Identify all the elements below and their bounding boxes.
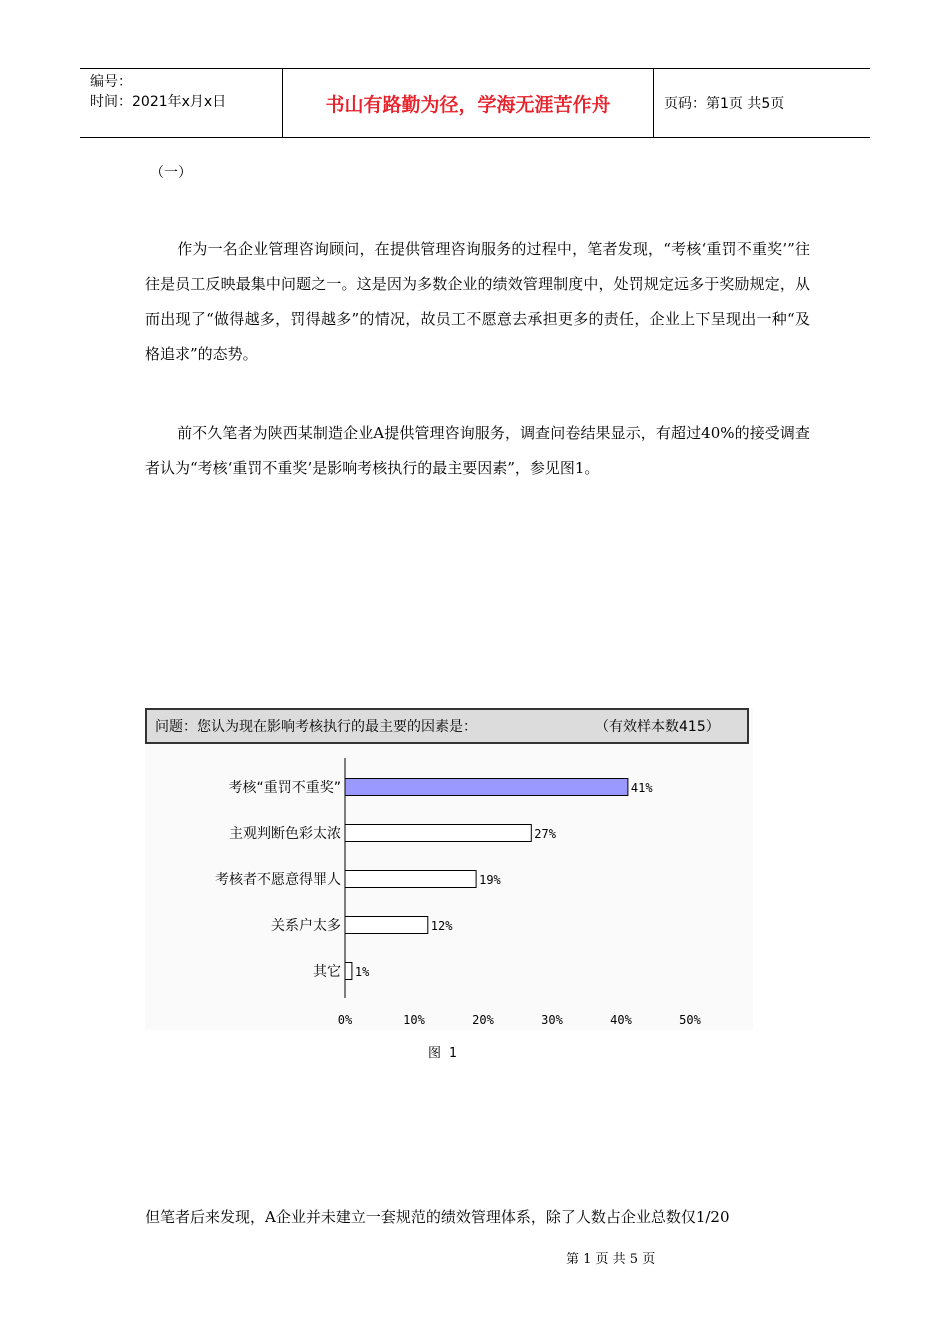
chart-subtitle: （有效样本数415） [595, 719, 720, 735]
category-label-2: 主观判断色彩太浓 [229, 826, 341, 842]
category-label-5: 其它 [313, 964, 341, 980]
section-mark: （一） [150, 165, 192, 181]
header-page-label: 页码：第1页 共5页 [664, 96, 785, 112]
x-tick-label-4: 40% [610, 1013, 632, 1027]
bar-2 [345, 825, 531, 842]
paragraph-3 [145, 1200, 810, 1235]
data-label-3: 19% [479, 873, 501, 887]
data-label-1: 41% [630, 781, 653, 795]
category-label-3: 考核者不愿意得罪人 [215, 872, 341, 888]
data-label-2: 27% [534, 827, 556, 841]
chart-title: 问题：您认为现在影响考核执行的最主要的因素是： [155, 719, 477, 735]
document-date-label: 时间：2021年x月x日 [90, 94, 227, 110]
chart-title-bar [145, 708, 749, 744]
paragraph-1 [145, 232, 810, 372]
x-tick-label-3: 30% [541, 1013, 563, 1027]
x-tick-label-5: 50% [679, 1013, 701, 1027]
bar-4 [345, 917, 428, 934]
bar-chart-svg [145, 744, 753, 1030]
data-label-5: 1% [354, 965, 370, 979]
x-tick-label-2: 20% [472, 1013, 494, 1027]
data-label-4: 12% [430, 919, 453, 933]
document-number-label: 编号： [90, 74, 132, 90]
survey-chart [145, 708, 753, 1030]
category-label-1: 考核“重罚不重奖” [228, 780, 341, 796]
bar-1 [345, 779, 628, 796]
header-page-cell [654, 69, 870, 137]
bar-3 [345, 871, 476, 888]
bar-5 [345, 963, 352, 980]
document-header [80, 68, 870, 138]
x-tick-label-1: 10% [403, 1013, 425, 1027]
header-motto-cell [282, 69, 654, 137]
paragraph-1-text: 作为一名企业管理咨询顾问，在提供管理咨询服务的过程中，笔者发现，“考核‘重罚不重奖’”往往是员工反映最集中问题之一。这是因为多数企业的绩效管理制度中，处罚规定远多于奖励规定，从而出现了“做得越多，罚得越多”的情况，故员工不愿意去承担更多的责任，企业上下呈现出一种“及格追求”的态势。 [145, 240, 810, 363]
paragraph-2-text: 前不久笔者为陕西某制造企业A提供管理咨询服务，调查问卷结果显示，有超过40%的接受调查者认为“考核‘重罚不重奖’是影响考核执行的最主要因素”，参见图1。 [145, 424, 810, 477]
x-tick-label-0: 0% [337, 1013, 353, 1027]
page-footer: 第 1 页 共 5 页 [566, 1252, 656, 1267]
header-left-cell [80, 69, 282, 137]
category-label-4: 关系户太多 [271, 918, 341, 934]
figure-caption: 图 1 [428, 1046, 457, 1061]
paragraph-2 [145, 416, 810, 486]
paragraph-3-text: 但笔者后来发现，A企业并未建立一套规范的绩效管理体系，除了人数占企业总数仅1/20 [145, 1208, 730, 1226]
header-motto: 书山有路勤为径，学海无涯苦作舟 [325, 93, 611, 116]
